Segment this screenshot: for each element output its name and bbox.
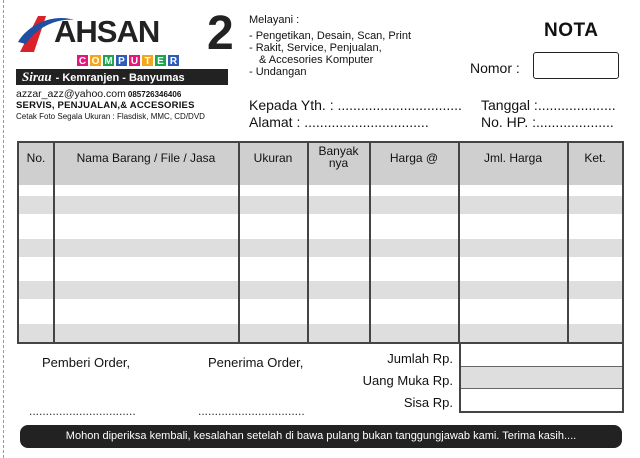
service-item: & Accesories Komputer — [259, 54, 374, 66]
nomor-label: Nomor : — [470, 60, 520, 76]
service-item: - Undangan — [249, 66, 307, 78]
header-harga: Harga @ — [389, 151, 439, 165]
column-divider — [369, 143, 371, 342]
pemberi-signature-line[interactable]: ................................ — [29, 404, 136, 418]
nomor-field[interactable] — [533, 52, 619, 79]
service-item: - Pengetikan, Desain, Scan, Print — [249, 30, 412, 42]
header-ket: Ket. — [584, 151, 606, 165]
table-row — [19, 196, 622, 214]
header-banyaknya — [308, 145, 369, 169]
penerima-order-label: Penerima Order, — [208, 355, 304, 370]
contact-email: azzar_azz@yahoo.com — [16, 88, 126, 100]
column-divider — [458, 143, 460, 342]
table-row — [19, 239, 622, 257]
table-row — [19, 324, 622, 342]
brand-subtitle-letter: R — [167, 54, 180, 67]
pemberi-order-label: Pemberi Order, — [42, 355, 131, 370]
sisa-value[interactable] — [461, 389, 622, 411]
brand-number: 2 — [207, 7, 234, 60]
brand-subtitle — [76, 54, 180, 67]
header-nama-barang: Nama Barang / File / Jasa — [76, 151, 216, 165]
header-ukuran: Ukuran — [253, 151, 293, 165]
services-list — [249, 14, 411, 78]
table-row — [19, 281, 622, 299]
items-table — [17, 141, 624, 344]
location-sirau: Sirau — [22, 69, 52, 84]
brand-subtitle-letter: P — [115, 54, 128, 67]
alamat-field[interactable]: Alamat : ................................ — [249, 114, 429, 130]
brand-subtitle-letter: O — [89, 54, 102, 67]
brand-subtitle-letter: C — [76, 54, 89, 67]
nohp-field[interactable]: No. HP. :.................... — [481, 114, 614, 130]
perforation-line — [3, 0, 4, 458]
services-title: Melayani : — [249, 14, 300, 26]
cetak-line: Cetak Foto Segala Ukuran : Flasdisk, MMC, CD/DVD — [16, 112, 205, 121]
contact-info — [16, 89, 205, 122]
column-divider — [53, 143, 55, 342]
brand-subtitle-letter: U — [128, 54, 141, 67]
header-jml-harga: Jml. Harga — [483, 151, 542, 165]
document-title: NOTA — [544, 20, 599, 41]
penerima-signature-line[interactable]: ................................ — [198, 404, 305, 418]
summary-box — [459, 344, 624, 413]
uang-muka-value[interactable] — [461, 366, 622, 388]
brand-subtitle-letter: E — [154, 54, 167, 67]
header-banyak-line1: Banyak — [318, 144, 359, 158]
column-divider — [307, 143, 309, 342]
brand-logo — [16, 7, 242, 68]
uang-muka-label: Uang Muka Rp. — [362, 373, 453, 388]
kepada-field[interactable]: Kepada Yth. : ................................ — [249, 97, 462, 113]
jumlah-label: Jumlah Rp. — [387, 351, 453, 366]
location-bar — [16, 69, 228, 85]
header-banyak-line2: nya — [328, 156, 349, 170]
sisa-label: Sisa Rp. — [403, 395, 453, 410]
brand-subtitle-letter: M — [102, 54, 115, 67]
tanggal-field[interactable]: Tanggal :.................... — [481, 97, 616, 113]
location-rest: - Kemranjen - Banyumas — [55, 72, 185, 84]
contact-phone: 085726346406 — [127, 90, 182, 99]
brand-name: AHSAN — [54, 14, 160, 49]
service-item: - Rakit, Service, Penjualan, — [249, 42, 382, 54]
footer-notice: Mohon diperiksa kembali, kesalahan setelah di bawa pulang bukan tanggungjawab kami. Terima kasih.... — [20, 425, 622, 448]
jumlah-value[interactable] — [461, 344, 622, 366]
header-no: No. — [26, 151, 46, 165]
services-line: SERVIS, PENJUALAN,& ACCESORIES — [16, 100, 195, 111]
column-divider — [238, 143, 240, 342]
column-divider — [567, 143, 569, 342]
brand-subtitle-letter: T — [141, 54, 154, 67]
